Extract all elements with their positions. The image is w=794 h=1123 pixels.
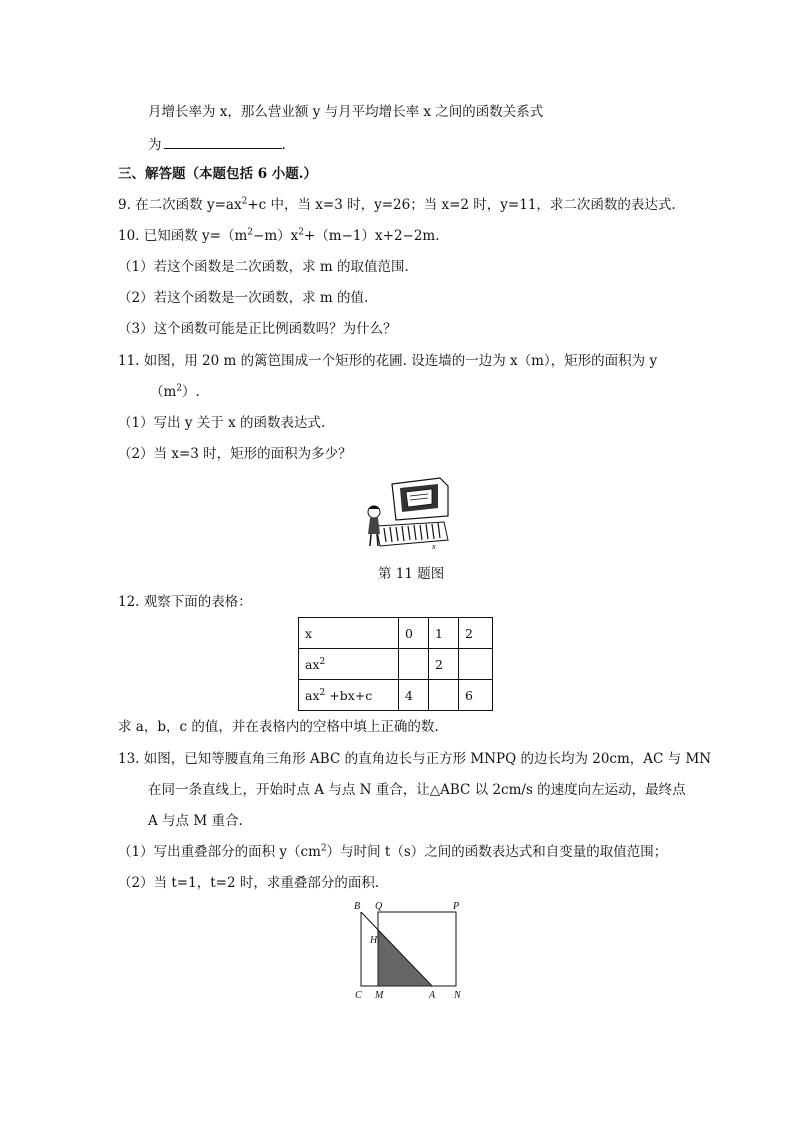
question-10-part3: （3）这个函数可能是正比例函数吗？为什么？ [118,321,397,337]
table-cell [459,649,493,680]
table-cell: 2 [429,649,459,680]
label-a: A [429,990,436,1001]
table-cell: 6 [459,680,493,711]
table-cell [429,680,459,711]
question-10: 10. 已知函数 $y=(m^2-m)x^2+(m-1)x+2-2m$. [118,227,440,244]
label-b: B [354,901,361,912]
triangle-square-figure [350,896,470,1006]
question-10-part2: （2）若这个函数是一次函数，求 m 的值. [118,290,369,306]
question-13-part2: （2）当 t=1，t=2 时，求重叠部分的面积. [118,875,380,891]
overlap-region [378,930,432,986]
table-cell: 1 [429,618,459,649]
question-13-cont: A 与点 M 重合. [148,813,243,829]
table-cell: $ax^2$ [299,649,399,680]
table-row [299,649,493,680]
question-9: 9. 在二次函数 $y=ax^2+c$ 中，当 x=3 时，y=26；当 x=2 时，y=11，求二次函数的表达式. [118,196,676,213]
table-cell: x [299,618,399,649]
question-10-part1: （1）若这个函数是二次函数，求 m 的取值范围. [118,259,409,275]
table-cell: 4 [399,680,429,711]
question-13-part1: （1）写出重叠部分的面积 $y(cm^2)$与时间 t（s）之间的函数表达式和自变量的取值范围； [118,843,668,860]
table-cell: 0 [399,618,429,649]
text-line: 为 . [148,134,286,154]
table-cell: 2 [459,618,493,649]
question-11-part1: （1）写出 y 关于 x 的函数表达式. [118,415,326,431]
table-cell [399,649,429,680]
question-13-cont: 在同一条直线上，开始时点 A 与点 N 重合，让△ABC 以 2cm/s 的速度向左运动，最终点 [148,782,686,798]
question-12-instruction: 求 a，b，c 的值，并在表格内的空格中填上正确的数. [118,719,439,735]
label-c: C [355,990,362,1001]
question-12: 12. 观察下面的表格： [118,594,252,610]
section-heading: 三、解答题（本题包括 6 小题.） [118,166,317,182]
question-13: 13. 如图，已知等腰直角三角形 ABC 的直角边长与正方形 MNPQ 的边长均为 20cm，AC 与 MN [118,751,712,767]
table-row [299,618,493,649]
text-line: 月增长率为 x，那么营业额 y 与月平均增长率 x 之间的函数关系式 [148,104,544,120]
question-11-part2: （2）当 x=3 时，矩形的面积为多少？ [118,446,352,462]
label-p: P [453,901,460,912]
observation-table [298,617,493,711]
label-q: Q [375,901,383,912]
figure-x-label: x [432,542,436,550]
answer-blank [164,134,282,149]
figure-11-caption: 第 11 题图 [378,566,445,582]
label-m: M [375,990,384,1001]
question-11: 11. 如图，用 20 m 的篱笆围成一个矩形的花圃. 设连墙的一边为 x（m），矩形的面积为 y [118,353,658,369]
label-n: N [454,990,461,1001]
table-row [299,680,493,711]
label-h: H [370,935,378,946]
question-11-unit: $(m^2)$. [150,383,200,400]
table-cell: $ax^2 +bx+c$ [299,680,399,711]
fence-illustration [362,476,454,550]
